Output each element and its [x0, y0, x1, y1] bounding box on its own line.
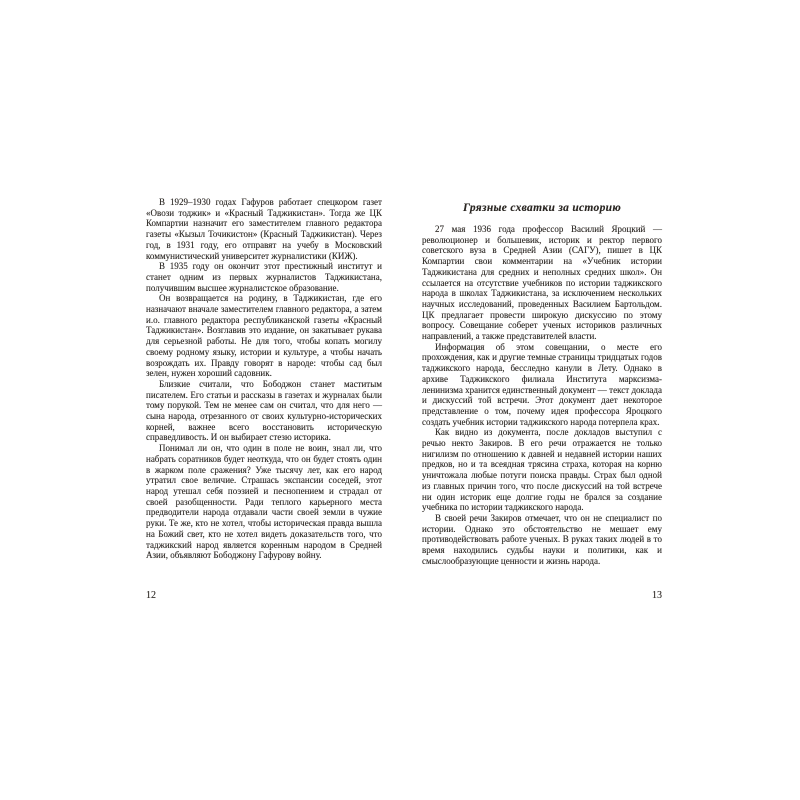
left-page — [146, 197, 382, 561]
paragraph: В 1929–1930 годах Гафуров работает спецкором газет «Овози тоджик» и «Красный Таджикистан». Тогда же ЦК Компартии назначит его заместителем главного редактора газеты «Кызыл Точикистон» (Красный Таджикистан). Через год, в 1931 году, его отправят на учебу в Московский коммунистический университет журналистики (КИЖ). — [146, 197, 382, 261]
right-page-text-block — [422, 224, 662, 567]
paragraph: Информация об этом совещании, о месте его прохождения, как и другие темные страницы тридцатых годов таджикского народа, бесследно канули в Лету. Однако в архиве Таджикского филиала Института марксизма-ленинизма хранится единственный документ — текст доклада и дискуссий той встречи. Этот документ дает некоторое представление о том, почему идея профессора Яроцкого создать учебник истории таджикского народа потерпела крах. — [422, 341, 662, 427]
right-page-number: 13 — [652, 590, 662, 601]
right-page — [422, 197, 662, 567]
chapter-heading: Грязные схватки за историю — [462, 202, 622, 214]
paragraph: Он возвращается на родину, в Таджикистан, где его назначают вначале заместителем главного редактора, а затем и.о. главного редактора республиканской газеты «Красный Таджикистан». Возглавив это издание, он закатывает рукава для серьезной работы. Не для того, чтобы копать могилу своему родному языку, истории и культуре, а чтобы начать возрождать их. Правду говорят в народе: чтобы сад был зелен, нужен хороший садовник. — [146, 293, 382, 379]
left-page-text-block — [146, 197, 382, 561]
paragraph: В своей речи Закиров отмечает, что он не специалист по истории. Однако это обстоятельство не мешает ему противодействовать работе ученых. В руках таких людей в то время находились судьбы науки и политики, как и смыслообразующие ценности и жизнь народа. — [422, 512, 662, 566]
paragraph: Близкие считали, что Бободжон станет маститым писателем. Его статьи и рассказы в газетах и журналах были тому порукой. Тем не менее сам он считал, что для него — сына народа, отрезанного от своих культурно-исторических корней, важнее всего восстановить историческую справедливость. И он выбирает стезю историка. — [146, 378, 382, 443]
paragraph: В 1935 году он окончит этот престижный институт и станет одним из первых журналистов Таджикистана, получившим высшее журналистское образование. — [146, 261, 382, 293]
paragraph: 27 мая 1936 года профессор Василий Яроцкий — революционер и большевик, историк и ректор первого советского вуза в Средней Азии (САГУ), пишет в ЦК Компартии свои комментарии на «Учебник истории Таджикистана для средних и неполных средних школ». Он ссылается на отсутствие учебников по истории таджикского народа в школах Таджикистана, за исключением нескольких научных исследований, проведенных Василием Бартольдом. ЦК предлагает провести широкую дискуссию по этому вопросу. Совещание соберет ученых историков различных направлений, а также представителей власти. — [422, 224, 662, 342]
paragraph: Понимал ли он, что один в поле не воин, знал ли, что набрать соратников будет неоткуда, что он будет стоять один в жарком поле сражения? Уже тысячу лет, как его народ утратил свое величие. Страшась экспансии соседей, этот народ утешал себя поэзией и песнопением и страдал от своей разобщенности. Ради теплого карьерного места предводители народа отдавали части своей земли в чужие руки. Те же, кто не хотел, чтобы историческая правда вышла на Божий свет, кто не хотел видеть доказательств того, что таджикский народ является коренным народом в Средней Азии, объявляют Бободжону Гафурову войну. — [146, 443, 382, 561]
left-page-number: 12 — [146, 590, 156, 601]
paragraph: Как видно из документа, после докладов выступил с речью некто Закиров. В его речи отражается не только нигилизм по отношению к давней и недавней истории наших предков, но и та всеядная трясина страха, которая на корню уничтожала любые потуги поиска правды. Страх был одной из главных причин того, что после дискуссий на той встрече ни один историк еще долгие годы не брался за создание учебника по истории таджикского народа. — [422, 427, 662, 513]
